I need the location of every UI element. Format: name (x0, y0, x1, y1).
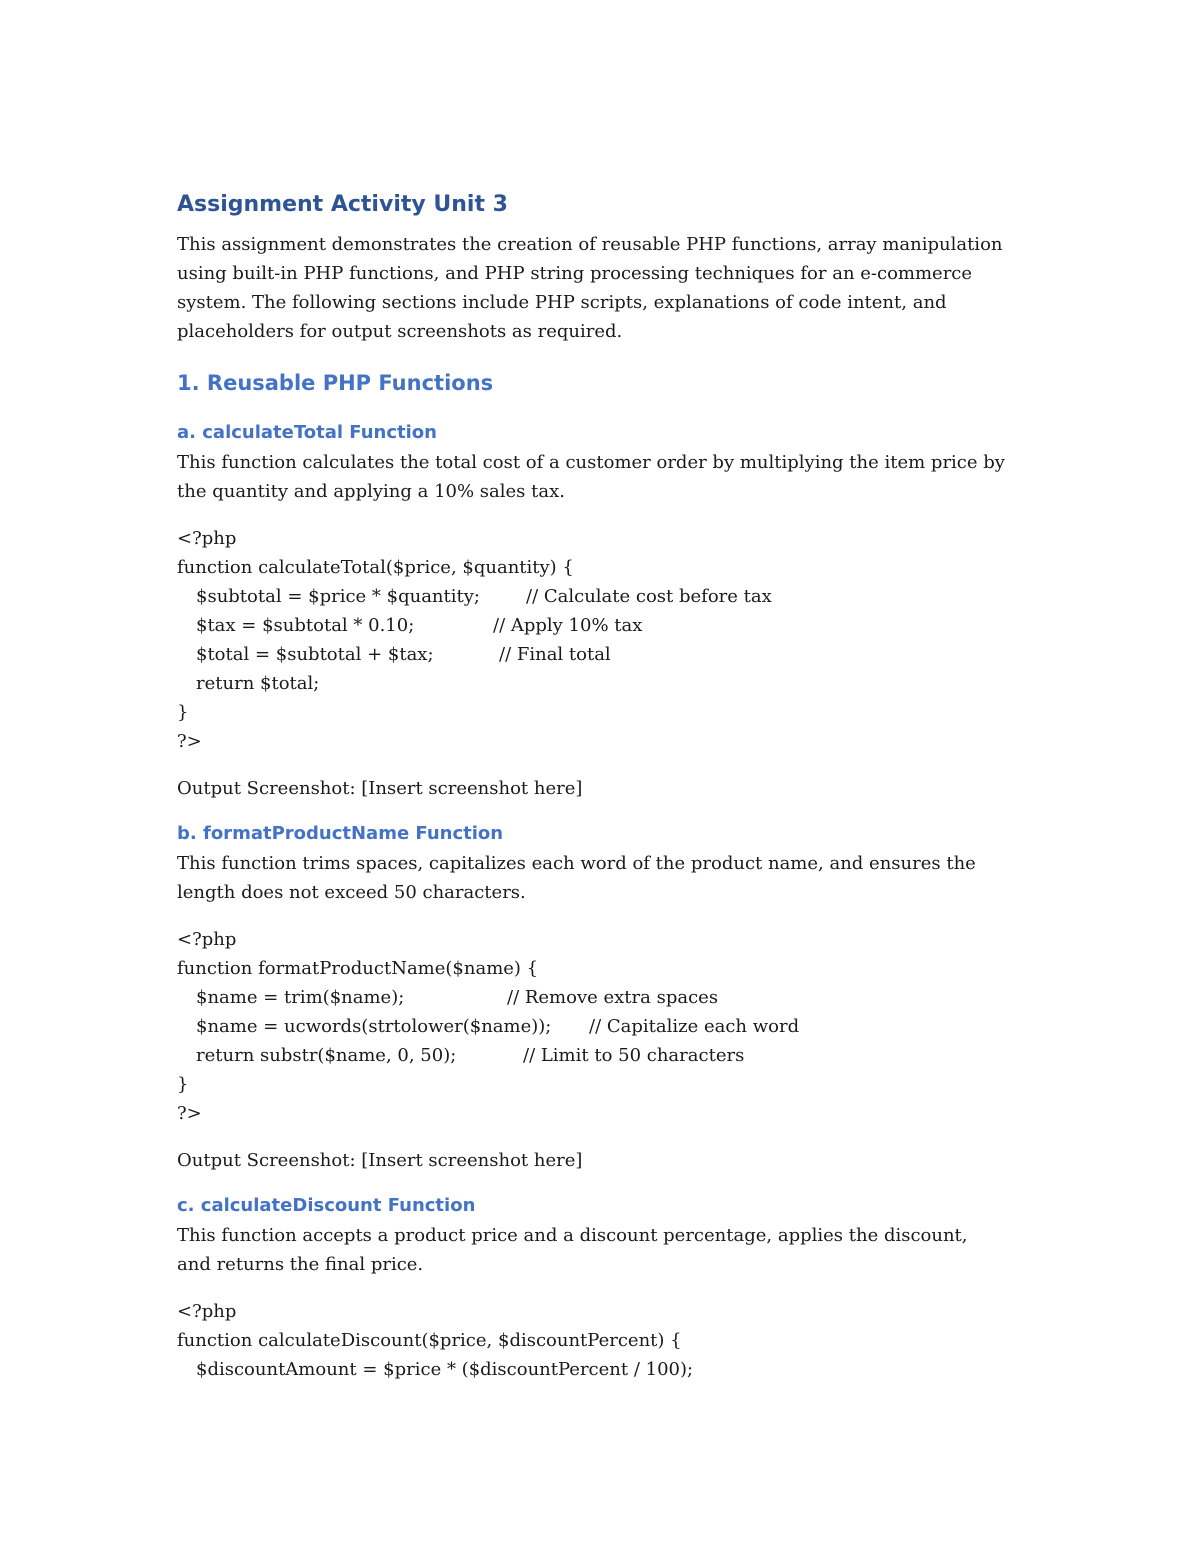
subsection-heading-calculate-discount: c. calculateDiscount Function (177, 1195, 476, 1216)
code-line: } (177, 1074, 189, 1095)
section-heading-reusable-functions: 1. Reusable PHP Functions (177, 371, 494, 395)
code-comment: // Limit to 50 characters (523, 1045, 745, 1066)
subsection-heading-calculate-total: a. calculateTotal Function (177, 422, 437, 443)
code-line: <?php (177, 528, 237, 549)
code-line: return substr($name, 0, 50); // Limit to 50 characters (177, 1041, 1037, 1070)
code-line: function calculateTotal($price, $quantity) { (177, 557, 574, 578)
calculate-discount-description: This function accepts a product price and a discount percentage, applies the discount, and returns the final price. (177, 1225, 968, 1275)
code-line: $name = ucwords(strtolower($name)); // Capitalize each word (177, 1012, 1037, 1041)
code-line: function formatProductName($name) { (177, 958, 539, 979)
code-comment: // Final total (499, 644, 611, 665)
code-comment: // Capitalize each word (589, 1016, 800, 1037)
subsection-heading-format-product-name: b. formatProductName Function (177, 823, 504, 844)
format-product-name-output-placeholder: Output Screenshot: [Insert screenshot here] (177, 1150, 583, 1171)
code-line: ?> (177, 731, 202, 752)
code-line: return $total; (196, 673, 320, 694)
code-comment: // Remove extra spaces (507, 987, 719, 1008)
calculate-total-description: This function calculates the total cost of a customer order by multiplying the item price by the quantity and applying a 10% sales tax. (177, 452, 1005, 502)
calculate-total-code-block (177, 524, 1037, 756)
code-line: $discountAmount = $price * ($discountPercent / 100); (196, 1359, 694, 1380)
code-line: $name = trim($name); // Remove extra spaces (177, 983, 1037, 1012)
calculate-discount-code-block (177, 1297, 1037, 1384)
format-product-name-code-block (177, 925, 1037, 1128)
document-content (177, 190, 1037, 1402)
format-product-name-description: This function trims spaces, capitalizes each word of the product name, and ensures the length does not exceed 50 characters. (177, 853, 976, 903)
calculate-total-output-placeholder: Output Screenshot: [Insert screenshot here] (177, 778, 583, 799)
code-line: function calculateDiscount($price, $discountPercent) { (177, 1330, 682, 1351)
code-line: <?php (177, 1301, 237, 1322)
code-line: $total = $subtotal + $tax; // Final total (177, 640, 1037, 669)
code-line: } (177, 702, 189, 723)
code-line: $subtotal = $price * $quantity; // Calculate cost before tax (177, 582, 1037, 611)
code-comment: // Apply 10% tax (493, 615, 643, 636)
code-line: $tax = $subtotal * 0.10; // Apply 10% tax (177, 611, 1037, 640)
document-title: Assignment Activity Unit 3 (177, 192, 508, 217)
code-line: <?php (177, 929, 237, 950)
code-line: ?> (177, 1103, 202, 1124)
intro-paragraph: This assignment demonstrates the creation of reusable PHP functions, array manipulation using built-in PHP functions, and PHP string processing techniques for an e-commerce system. The following sections include PHP scripts, explanations of code intent, and placeholders for output screenshots as required. (177, 234, 1003, 342)
code-comment: // Calculate cost before tax (526, 586, 772, 607)
